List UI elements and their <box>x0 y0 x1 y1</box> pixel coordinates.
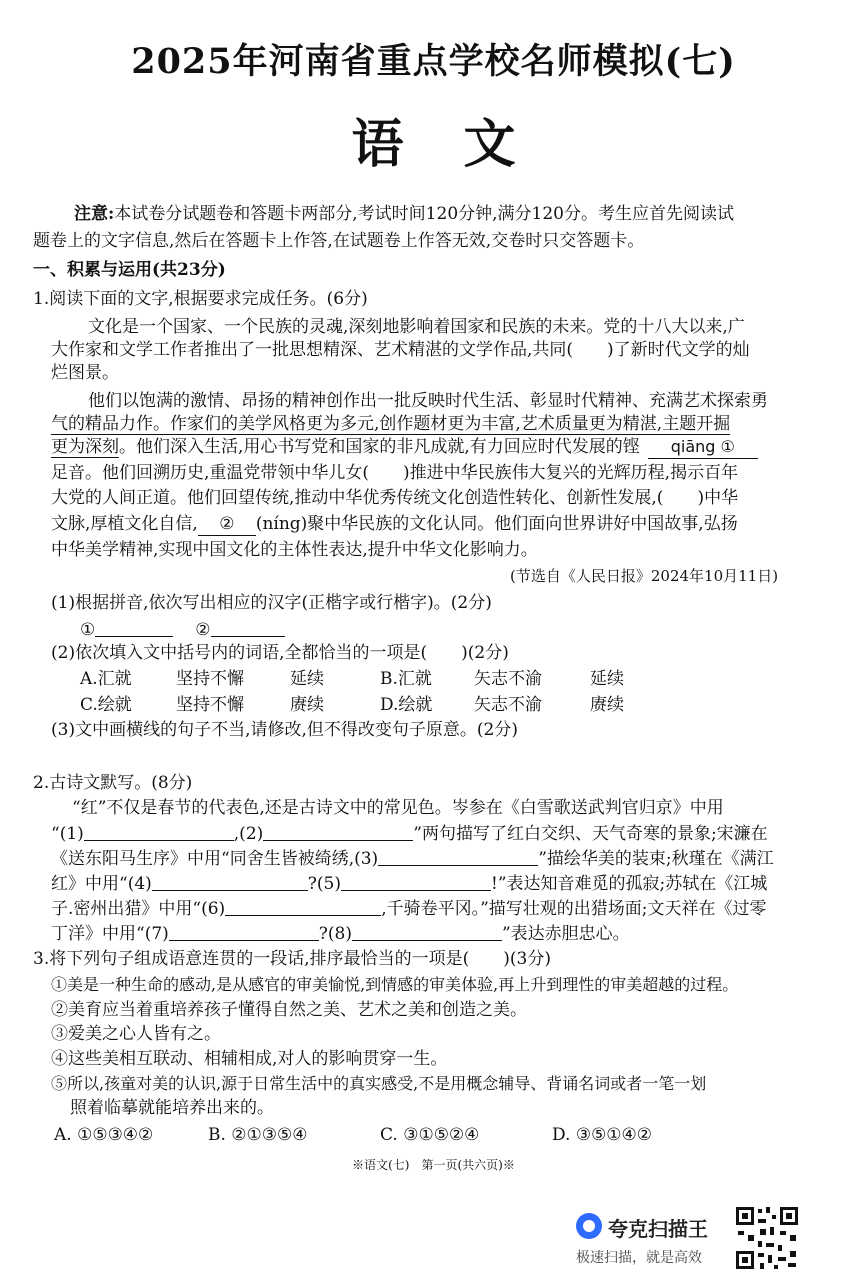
notice-line-1 <box>74 203 734 225</box>
q1-option-a-word3: 延续 <box>290 669 324 689</box>
q1-sub1: (1)根据拼音,依次写出相应的汉字(正楷字或行楷字)。(2分) <box>51 593 492 613</box>
page-footer: ※语文(七) 第一页(共六页)※ <box>352 1158 515 1172</box>
q1-option-d[interactable] <box>380 694 432 716</box>
q1-option-a[interactable] <box>80 668 132 690</box>
scanner-watermark <box>576 1207 726 1267</box>
q2-text: ,千骑卷平冈。”描写壮观的出猎场面;文天祥在《过零 <box>381 899 767 919</box>
q2-blank-4[interactable] <box>152 872 308 891</box>
q3-stem: 3.将下列句子组成语意连贯的一段话,排序最恰当的一项是( )(3分) <box>33 949 551 969</box>
notice-label: 注意: <box>74 204 115 224</box>
q2-text: ?(8) <box>318 924 352 944</box>
q1-passage-line: 中华美学精神,实现中国文化的主体性表达,提升中华文化影响力。 <box>51 540 538 560</box>
passage-text: (níng)聚中华民族的文化认同。他们面向世界讲好中国故事,弘扬 <box>255 514 738 534</box>
q2-text: “(1) <box>51 824 84 844</box>
q2-line <box>51 897 767 920</box>
answer-label-1: ① <box>80 620 96 640</box>
q2-text: 子.密州出猎》中用“(6) <box>51 899 226 919</box>
q2-line <box>51 922 630 945</box>
q2-line: “红”不仅是春节的代表色,还是古诗文中的常见色。岑参在《白雪歌送武判官归京》中用 <box>72 798 724 818</box>
q1-passage-line: 足音。他们回溯历史,重温党带领中华儿女( )推进中华民族伟大复兴的光辉历程,揭示百年 <box>51 463 739 483</box>
q1-passage-line: 文化是一个国家、一个民族的灵魂,深刻地影响着国家和民族的未来。党的十八大以来,广 <box>88 317 745 337</box>
q1-option-a-word2: 坚持不懈 <box>176 669 244 689</box>
notice-text-1: 本试卷分试题卷和答题卡两部分,考试时间120分钟,满分120分。考生应首先阅读试 <box>114 204 734 224</box>
brand-name: 夸克扫描王 <box>608 1217 708 1241</box>
q3-option-c[interactable]: C. ③①⑤②④ <box>380 1125 480 1145</box>
q2-stem: 2.古诗文默写。(8分) <box>33 773 193 793</box>
q2-text: ,(2) <box>233 824 264 844</box>
q1-passage-line <box>51 513 738 536</box>
q1-option-c-word2: 坚持不懈 <box>176 695 244 715</box>
answer-label-2: ② <box>195 620 211 640</box>
brand-slogan: 极速扫描，就是高效 <box>576 1250 702 1266</box>
underlined-sentence-part2: 更为深刻 <box>51 437 119 457</box>
q2-text: ?(5) <box>307 874 341 894</box>
q3-item: ③爱美之心人皆有之。 <box>51 1024 221 1044</box>
q1-passage-line <box>51 436 758 459</box>
answer-blank-2[interactable] <box>211 618 285 637</box>
q3-option-a[interactable]: A. ①⑤③④② <box>54 1125 154 1145</box>
q2-blank-8[interactable] <box>352 922 502 941</box>
pinyin-blank-2: ② <box>198 513 256 536</box>
qr-code-icon <box>734 1205 800 1271</box>
underlined-sentence-part1: 气的精品力作。作家们的美学风格更为多元,创作题材更为丰富,艺术质量更为精湛,主题开掘 <box>51 414 731 434</box>
q2-text: 丁洋》中用“(7) <box>51 924 169 944</box>
exam-title: 2025年河南省重点学校名师模拟(七) <box>131 41 736 82</box>
option-text: D.绘就 <box>380 695 433 715</box>
q2-blank-5[interactable] <box>341 872 491 891</box>
q2-text: !”表达知音难觅的孤寂;苏轼在《江城 <box>490 874 768 894</box>
q2-blank-6[interactable] <box>225 897 381 916</box>
q3-item: ④这些美相互联动、相辅相成,对人的影响贯穿一生。 <box>51 1049 448 1069</box>
q1-stem: 1.阅读下面的文字,根据要求完成任务。(6分) <box>33 289 368 309</box>
q2-text: 红》中用“(4) <box>51 874 152 894</box>
q3-option-d[interactable]: D. ③⑤①④② <box>552 1125 653 1145</box>
q3-item-continuation: 照着临摹就能培养出来的。 <box>70 1098 274 1118</box>
q2-line <box>51 872 767 895</box>
q1-option-c[interactable] <box>80 694 132 716</box>
option-text: C.绘就 <box>80 695 132 715</box>
q1-sub1-blanks <box>80 618 285 641</box>
q1-passage-underlined <box>51 413 730 435</box>
q2-text: ”两句描写了红白交织、天气奇寒的景象;宋濂在 <box>413 824 768 844</box>
subject-title: 语文 <box>351 114 576 175</box>
q1-option-d-word3: 赓续 <box>590 695 624 715</box>
q1-option-b-word2: 矢志不渝 <box>474 669 542 689</box>
q3-item: ②美育应当着重培养孩子懂得自然之美、艺术之美和创造之美。 <box>51 1000 527 1020</box>
passage-text: 文脉,厚植文化自信, <box>51 514 198 534</box>
q1-sub2: (2)依次填入文中括号内的词语,全都恰当的一项是( )(2分) <box>51 643 509 663</box>
q1-passage-line: 大党的人间正道。他们回望传统,推动中华优秀传统文化创造性转化、创新性发展,( )中华 <box>51 488 739 508</box>
answer-blank-1[interactable] <box>95 618 173 637</box>
q3-item: ⑤所以,孩童对美的认识,源于日常生活中的真实感受,不是用概念辅导、背诵名词或者一笔一划 <box>51 1074 707 1093</box>
q1-option-b[interactable] <box>380 668 432 690</box>
notice-line-2: 题卷上的文字信息,然后在答题卡上作答,在试题卷上作答无效,交卷时只交答题卡。 <box>33 231 645 251</box>
q1-passage-line: 他们以饱满的激情、昂扬的精神创作出一批反映时代生活、彰显时代精神、充满艺术探索勇 <box>88 391 768 411</box>
q3-option-b[interactable]: B. ②①③⑤④ <box>208 1125 308 1145</box>
q2-text: ”描绘华美的装束;秋瑾在《满江 <box>538 849 774 869</box>
q3-item: ①美是一种生命的感动,是从感官的审美愉悦,到情感的审美体验,再上升到理性的审美超越的过程。 <box>51 975 739 994</box>
option-text: B.汇就 <box>380 669 432 689</box>
brand-logo-icon <box>576 1213 602 1239</box>
q1-source: (节选自《人民日报》2024年10月11日) <box>510 567 779 585</box>
q1-option-b-word3: 延续 <box>590 669 624 689</box>
q1-passage-line: 大作家和文学工作者推出了一批思想精深、艺术精湛的文学作品,共同( )了新时代文学的灿 <box>51 340 750 360</box>
q2-blank-7[interactable] <box>169 922 319 941</box>
q1-sub3: (3)文中画横线的句子不当,请修改,但不得改变句子原意。(2分) <box>51 720 518 740</box>
q1-option-d-word2: 矢志不渝 <box>474 695 542 715</box>
q2-text: ”表达赤胆忠心。 <box>501 924 630 944</box>
q2-text: 《送东阳马生序》中用“同舍生皆被绮绣,(3) <box>51 849 379 869</box>
q2-blank-2[interactable] <box>263 822 413 841</box>
q2-line <box>51 847 774 870</box>
q1-option-c-word3: 赓续 <box>290 695 324 715</box>
q2-blank-3[interactable] <box>378 847 538 866</box>
option-text: A.汇就 <box>80 669 132 689</box>
passage-text: 。他们深入生活,用心书写党和国家的非凡成就,有力回应时代发展的铿 <box>119 437 640 457</box>
section-heading: 一、积累与运用(共23分) <box>33 260 226 280</box>
pinyin-blank-1: qiāng ① <box>648 436 758 459</box>
q1-passage-line: 烂图景。 <box>51 363 119 383</box>
q2-blank-1[interactable] <box>84 822 234 841</box>
q2-line <box>51 822 768 845</box>
